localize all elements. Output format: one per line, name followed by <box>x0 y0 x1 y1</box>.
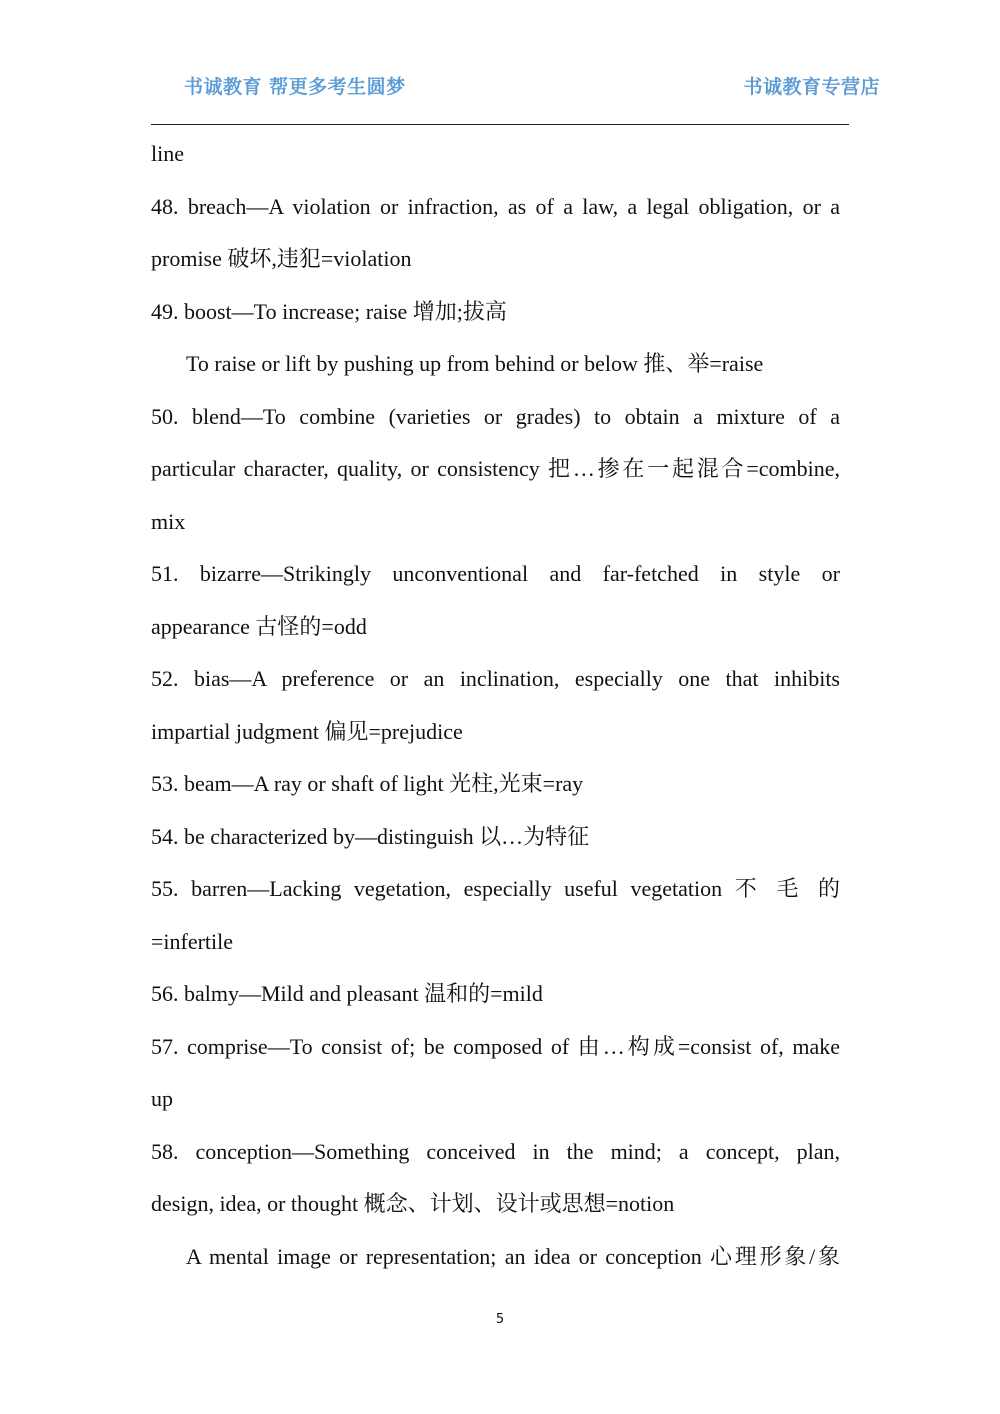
text-line: To raise or lift by pushing up from behind or below 推、举=raise <box>186 351 764 376</box>
text-line: 48. breach—A violation or infraction, as of a law, a legal obligation, or a <box>151 193 840 219</box>
text-line: 54. be characterized by—distinguish 以…为特征 <box>151 823 590 849</box>
text-line: 52. bias—A preference or an inclination, especially one that inhibits <box>151 666 840 691</box>
text-line: appearance 古怪的=odd <box>151 613 367 639</box>
text-line: 58. conception—Something conceived in the mind; a concept, plan, <box>151 1138 840 1164</box>
text-line: impartial judgment 偏见=prejudice <box>151 718 463 744</box>
text-line: 49. boost—To increase; raise 增加;拔高 <box>151 298 507 324</box>
text-line: up <box>151 1086 173 1111</box>
text-line: 57. comprise—To consist of; be composed of 由…构成=consist of, make <box>151 1033 840 1059</box>
text-line: =infertile <box>151 928 234 954</box>
text-line: 50. blend—To combine (varieties or grades) to obtain a mixture of a <box>151 403 840 429</box>
page-header <box>0 0 1000 130</box>
text-line: line <box>151 141 184 166</box>
page-number: 5 <box>495 1312 505 1327</box>
text-line: mix <box>151 508 186 534</box>
text-line: 56. balmy—Mild and pleasant 温和的=mild <box>151 981 543 1006</box>
vocabulary-list <box>151 128 840 1283</box>
header-divider <box>151 124 849 125</box>
header-left-slogan: 书诚教育 帮更多考生圆梦 <box>184 76 406 98</box>
text-line: promise 破坏,违犯=violation <box>151 246 412 271</box>
header-right-store: 书诚教育专营店 <box>743 76 880 98</box>
text-line: particular character, quality, or consistency 把…掺在一起混合=combine, <box>151 456 840 481</box>
text-line: design, idea, or thought 概念、计划、设计或思想=notion <box>151 1191 675 1216</box>
text-line: 55. barren—Lacking vegetation, especially useful vegetation 不 毛 的 <box>151 876 840 901</box>
text-line: 53. beam—A ray or shaft of light 光柱,光束=ray <box>151 771 584 796</box>
text-line: 51. bizarre—Strikingly unconventional and far-fetched in style or <box>151 561 840 586</box>
text-line: A mental image or representation; an idea or conception 心理形象/象 <box>186 1243 840 1269</box>
